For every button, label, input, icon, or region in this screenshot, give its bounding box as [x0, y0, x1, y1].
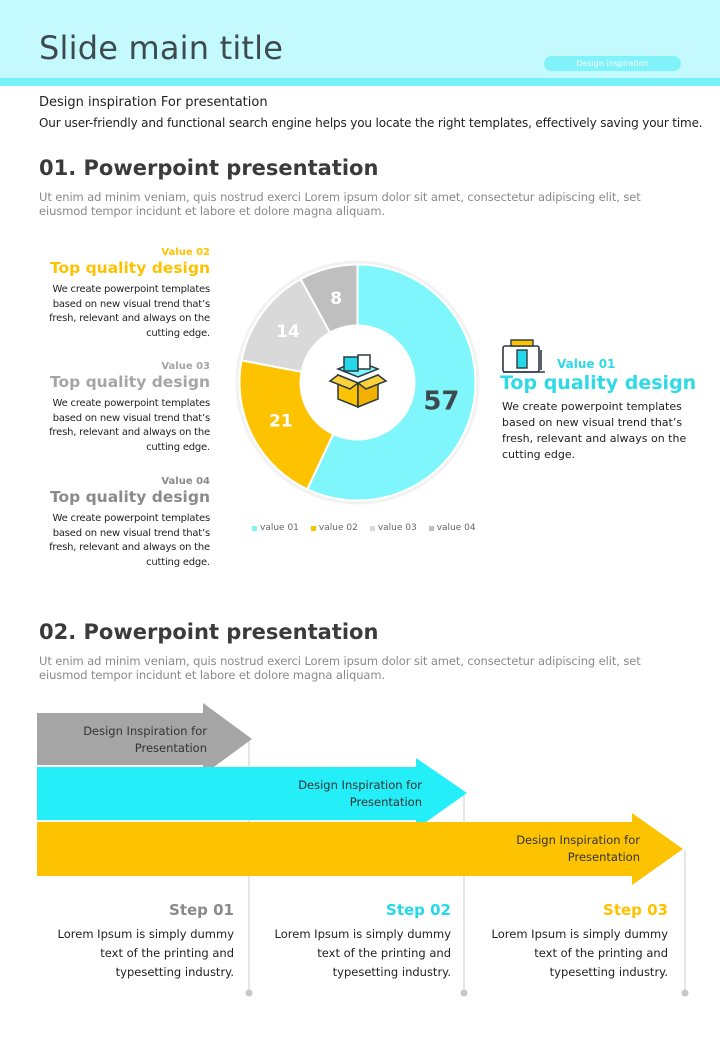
- intro-text: Our user-friendly and functional search engine helps you locate the right templates, effectively saving your time.: [39, 116, 703, 130]
- donut-chart: [230, 255, 485, 510]
- donut-label-3: 14: [276, 321, 300, 342]
- legend-label-4: value 04: [436, 523, 476, 533]
- legend-label-1: value 01: [260, 523, 299, 533]
- step03-title: Step 03: [603, 901, 668, 919]
- section2-text: Ut enim ad minim veniam, quis nostrud exerci Lorem ipsum dolor sit amet, consectetur adipiscing elit, set eiusmod tempor incidunt et labore et dolore magna aliquam.: [39, 654, 641, 682]
- value03-title: Top quality design: [49, 373, 210, 391]
- arrow1-label: Design Inspiration for Presentation: [83, 724, 207, 755]
- section1-text: Ut enim ad minim veniam, quis nostrud exerci Lorem ipsum dolor sit amet, consectetur adipiscing elit, set eiusmod tempor incidunt et labore et dolore magna aliquam.: [39, 190, 641, 218]
- step01-text: Lorem Ipsum is simply dummy text of the printing and typesetting industry.: [57, 927, 234, 979]
- step01-dot: [246, 990, 253, 997]
- step02-title: Step 02: [386, 901, 451, 919]
- header-pill-badge: Design inspiration: [544, 56, 681, 71]
- value04-label: Value 04: [161, 476, 210, 487]
- legend-swatch-4: [429, 526, 434, 531]
- value03-block: [38, 361, 210, 455]
- slide-title: Slide main title: [39, 29, 284, 67]
- value01-title: Top quality design: [500, 372, 697, 394]
- legend-swatch-1: [252, 526, 257, 531]
- legend-item-1: [252, 523, 299, 533]
- value03-label: Value 03: [161, 361, 210, 372]
- step03-text: Lorem Ipsum is simply dummy text of the printing and typesetting industry.: [491, 927, 668, 979]
- legend-item-4: [429, 523, 476, 533]
- value02-label: Value 02: [161, 247, 210, 258]
- step02-dot: [461, 990, 468, 997]
- value01-label: Value 01: [557, 357, 616, 371]
- section2-title: 02. Powerpoint presentation: [39, 620, 379, 644]
- value04-block: [38, 476, 210, 570]
- step01-title: Step 01: [169, 901, 234, 919]
- donut-label-4: 8: [330, 289, 343, 310]
- section1-title: 01. Powerpoint presentation: [39, 156, 379, 180]
- value04-title: Top quality design: [49, 488, 210, 506]
- value03-text: We create powerpoint templates based on new visual trend that’s fresh, relevant and always on the cutting edge.: [49, 398, 210, 453]
- arrow3-label: Design Inspiration for Presentation: [516, 833, 640, 864]
- legend-swatch-3: [370, 526, 375, 531]
- step02: [251, 901, 451, 982]
- legend-label-3: value 03: [377, 523, 417, 533]
- arrow2-label: Design Inspiration for Presentation: [298, 778, 422, 809]
- value02-title: Top quality design: [49, 259, 210, 277]
- legend-item-3: [370, 523, 417, 533]
- value02-block: [38, 247, 210, 341]
- header-band: [0, 78, 720, 86]
- legend-label-2: value 02: [318, 523, 358, 533]
- donut-label-1: 57: [423, 386, 460, 417]
- legend-item-2: [311, 523, 358, 533]
- donut-label-2: 21: [269, 411, 293, 432]
- value02-text: We create powerpoint templates based on new visual trend that’s fresh, relevant and always on the cutting edge.: [49, 284, 210, 339]
- step02-text: Lorem Ipsum is simply dummy text of the printing and typesetting industry.: [274, 927, 451, 979]
- value01-block: [500, 357, 700, 463]
- legend-swatch-2: [311, 526, 316, 531]
- intro-title: Design inspiration For presentation: [39, 95, 268, 110]
- step01: [34, 901, 234, 982]
- step03-dot: [682, 990, 689, 997]
- chart-legend: [252, 523, 476, 533]
- value04-text: We create powerpoint templates based on new visual trend that’s fresh, relevant and always on the cutting edge.: [49, 513, 210, 568]
- step03: [468, 901, 668, 982]
- value01-text: We create powerpoint templates based on new visual trend that’s fresh, relevant and always on the cutting edge.: [502, 400, 687, 461]
